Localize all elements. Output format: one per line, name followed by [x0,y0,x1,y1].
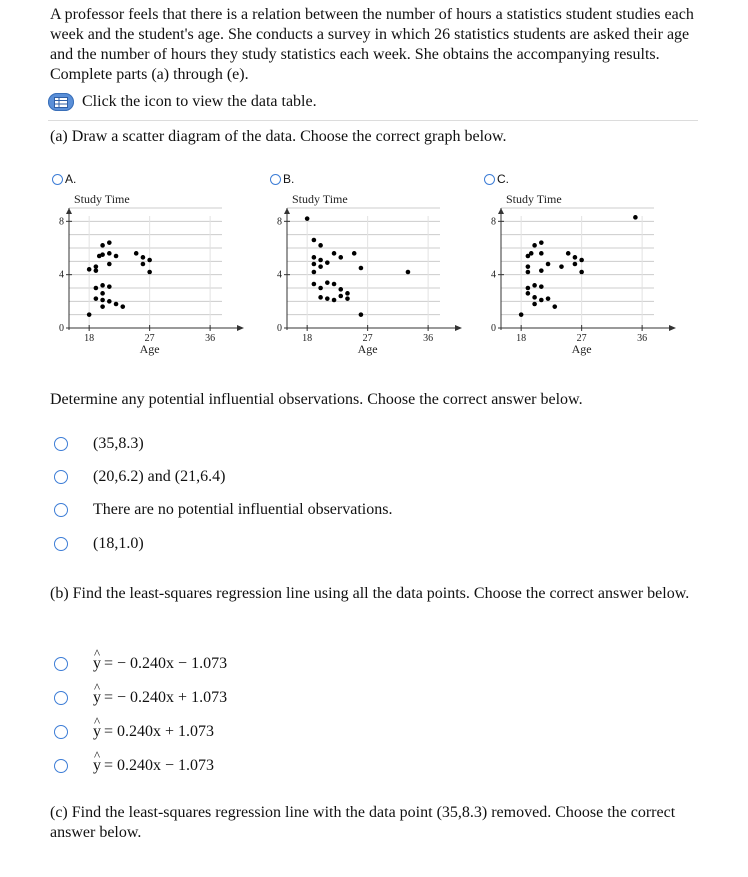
regression-option-4[interactable] [54,757,214,775]
option-text: = 0.240x − 1.073 [104,757,215,774]
x-axis-arrow [669,325,676,331]
chart-title: Study Time [74,192,130,206]
y-tick-label: 4 [59,269,64,281]
data-point [332,251,337,256]
y-tick-label: 0 [491,323,496,334]
data-point [529,251,534,256]
y-tick-label: 8 [59,216,64,228]
graph-option-b[interactable] [270,172,475,372]
data-point [94,286,99,291]
chart-title: Study Time [506,192,562,206]
option-text: = 0.240x + 1.073 [104,723,215,740]
y-tick-label: 0 [59,323,64,334]
data-point [134,251,139,256]
x-tick-label: 18 [516,333,527,344]
scatter-chart-b [270,190,475,370]
data-point [359,266,364,271]
x-tick-label: 27 [362,333,373,344]
option-text: (18,1.0) [93,535,144,552]
option-letter: A. [65,172,77,186]
data-point [338,287,343,292]
data-point [305,216,310,221]
data-point [338,255,343,260]
x-axis-arrow [237,325,244,331]
data-point [526,270,531,275]
data-point [573,262,578,267]
y-tick-label: 0 [277,323,282,334]
y-tick-label: 4 [491,269,496,281]
radio-button[interactable] [54,657,68,671]
data-table-link-text[interactable]: Click the icon to view the data table. [82,93,317,110]
scatter-chart-c [484,190,689,370]
data-point [318,243,323,248]
data-point [526,264,531,269]
x-tick-label: 27 [576,333,587,344]
option-text: = − 0.240x + 1.073 [104,689,228,706]
data-point [345,291,350,296]
radio-button[interactable] [52,174,63,185]
divider [48,120,698,121]
x-axis-arrow [455,325,462,331]
option-letter: C. [497,172,509,186]
data-point [566,251,571,256]
part-a-prompt: (a) Draw a scatter diagram of the data. Choose the correct graph below. [50,128,507,145]
data-point [406,270,411,275]
data-point [532,302,537,307]
data-point [100,252,105,257]
part-b-prompt: (b) Find the least-squares regression line using all the data points. Choose the correct answer below. [50,585,690,602]
data-point [526,291,531,296]
data-point [325,260,330,265]
data-point [318,295,323,300]
data-point [546,262,551,267]
y-tick-label: 8 [277,216,282,228]
data-point [532,295,537,300]
y-axis-arrow [66,208,72,214]
data-point [114,254,119,259]
data-point [519,312,524,317]
x-axis-label: Age [139,342,160,356]
data-point [120,304,125,309]
graph-option-c[interactable] [484,172,689,372]
data-point [552,304,557,309]
data-point [318,286,323,291]
x-tick-label: 36 [423,333,434,344]
x-axis-label: Age [571,342,592,356]
data-point [107,284,112,289]
data-point [332,282,337,287]
data-point [107,240,112,245]
data-table-link[interactable] [48,91,317,113]
graph-option-c-radio[interactable] [484,172,509,186]
influential-option-4[interactable] [54,535,144,553]
data-point [539,268,544,273]
graph-option-a-radio[interactable] [52,172,76,186]
data-point [87,312,92,317]
y-hat: ^ y [93,689,101,707]
radio-button[interactable] [54,537,68,551]
x-tick-label: 18 [84,333,95,344]
data-point [539,298,544,303]
data-point [312,262,317,267]
x-tick-label: 18 [302,333,313,344]
data-point [94,268,99,273]
data-point [579,270,584,275]
data-point [559,264,564,269]
regression-option-3[interactable] [54,723,214,741]
data-point [312,282,317,287]
data-point [312,270,317,275]
influential-option-2[interactable] [54,468,225,486]
option-text: = − 0.240x − 1.073 [104,655,228,672]
data-point [100,304,105,309]
data-point [107,251,112,256]
regression-option-1[interactable] [54,655,227,673]
chart-title: Study Time [292,192,348,206]
radio-button[interactable] [484,174,495,185]
y-hat: ^ y [93,723,101,741]
data-point [94,264,99,269]
influential-option-3[interactable] [54,501,392,519]
data-point [318,264,323,269]
data-point [141,255,146,260]
radio-button[interactable] [54,725,68,739]
part-c-prompt: (c) Find the least-squares regression line with the data point (35,8.3) removed. Choose the correct answer below. [50,804,676,841]
data-point [325,296,330,301]
y-axis-arrow [498,208,504,214]
data-point [579,258,584,263]
radio-button[interactable] [54,470,68,484]
data-point [532,243,537,248]
graph-option-b-radio[interactable] [270,172,294,186]
data-point [352,251,357,256]
influential-prompt: Determine any potential influential observations. Choose the correct answer below. [50,391,583,408]
y-tick-label: 8 [491,216,496,228]
data-point [332,298,337,303]
x-tick-label: 27 [144,333,155,344]
data-point [338,294,343,299]
data-point [147,258,152,263]
data-point [100,291,105,296]
data-point [633,215,638,220]
data-point [312,255,317,260]
option-letter: B. [283,172,295,186]
y-hat: ^ y [93,655,101,673]
data-point [539,284,544,289]
data-table-icon[interactable] [48,93,74,111]
data-point [318,258,323,263]
data-point [526,286,531,291]
scatter-chart-a [52,190,257,370]
y-hat: ^ y [93,757,101,775]
x-axis-label: Age [357,342,378,356]
data-point [100,243,105,248]
data-point [114,302,119,307]
radio-button[interactable] [54,759,68,773]
data-point [141,262,146,267]
data-point [359,312,364,317]
data-point [147,270,152,275]
data-point [94,296,99,301]
data-point [107,262,112,267]
data-point [539,240,544,245]
data-point [87,267,92,272]
influential-option-1[interactable] [54,435,144,453]
problem-intro: A professor feels that there is a relation between the number of hours a statistics student studies each week and the student's age. She conducts a survey in which 26 statistics students are asked their age and the number of hours they study statistics each week. She obtains the accompanying results. Complete parts (a) through (e). [50,6,694,83]
y-axis-arrow [284,208,290,214]
data-point [345,296,350,301]
data-point [532,283,537,288]
radio-button[interactable] [54,691,68,705]
data-point [312,238,317,243]
data-point [325,280,330,285]
data-point [100,298,105,303]
y-tick-label: 4 [277,269,282,281]
graph-option-a[interactable] [52,172,257,372]
x-tick-label: 36 [637,333,648,344]
radio-button[interactable] [270,174,281,185]
option-text: (20,6.2) and (21,6.4) [93,468,226,485]
x-tick-label: 36 [205,333,216,344]
data-point [546,296,551,301]
data-point [539,251,544,256]
option-text: There are no potential influential observations. [93,501,393,518]
option-text: (35,8.3) [93,435,144,452]
radio-button[interactable] [54,503,68,517]
data-point [573,255,578,260]
data-point [100,283,105,288]
radio-button[interactable] [54,437,68,451]
regression-option-2[interactable] [54,689,227,707]
data-point [107,299,112,304]
